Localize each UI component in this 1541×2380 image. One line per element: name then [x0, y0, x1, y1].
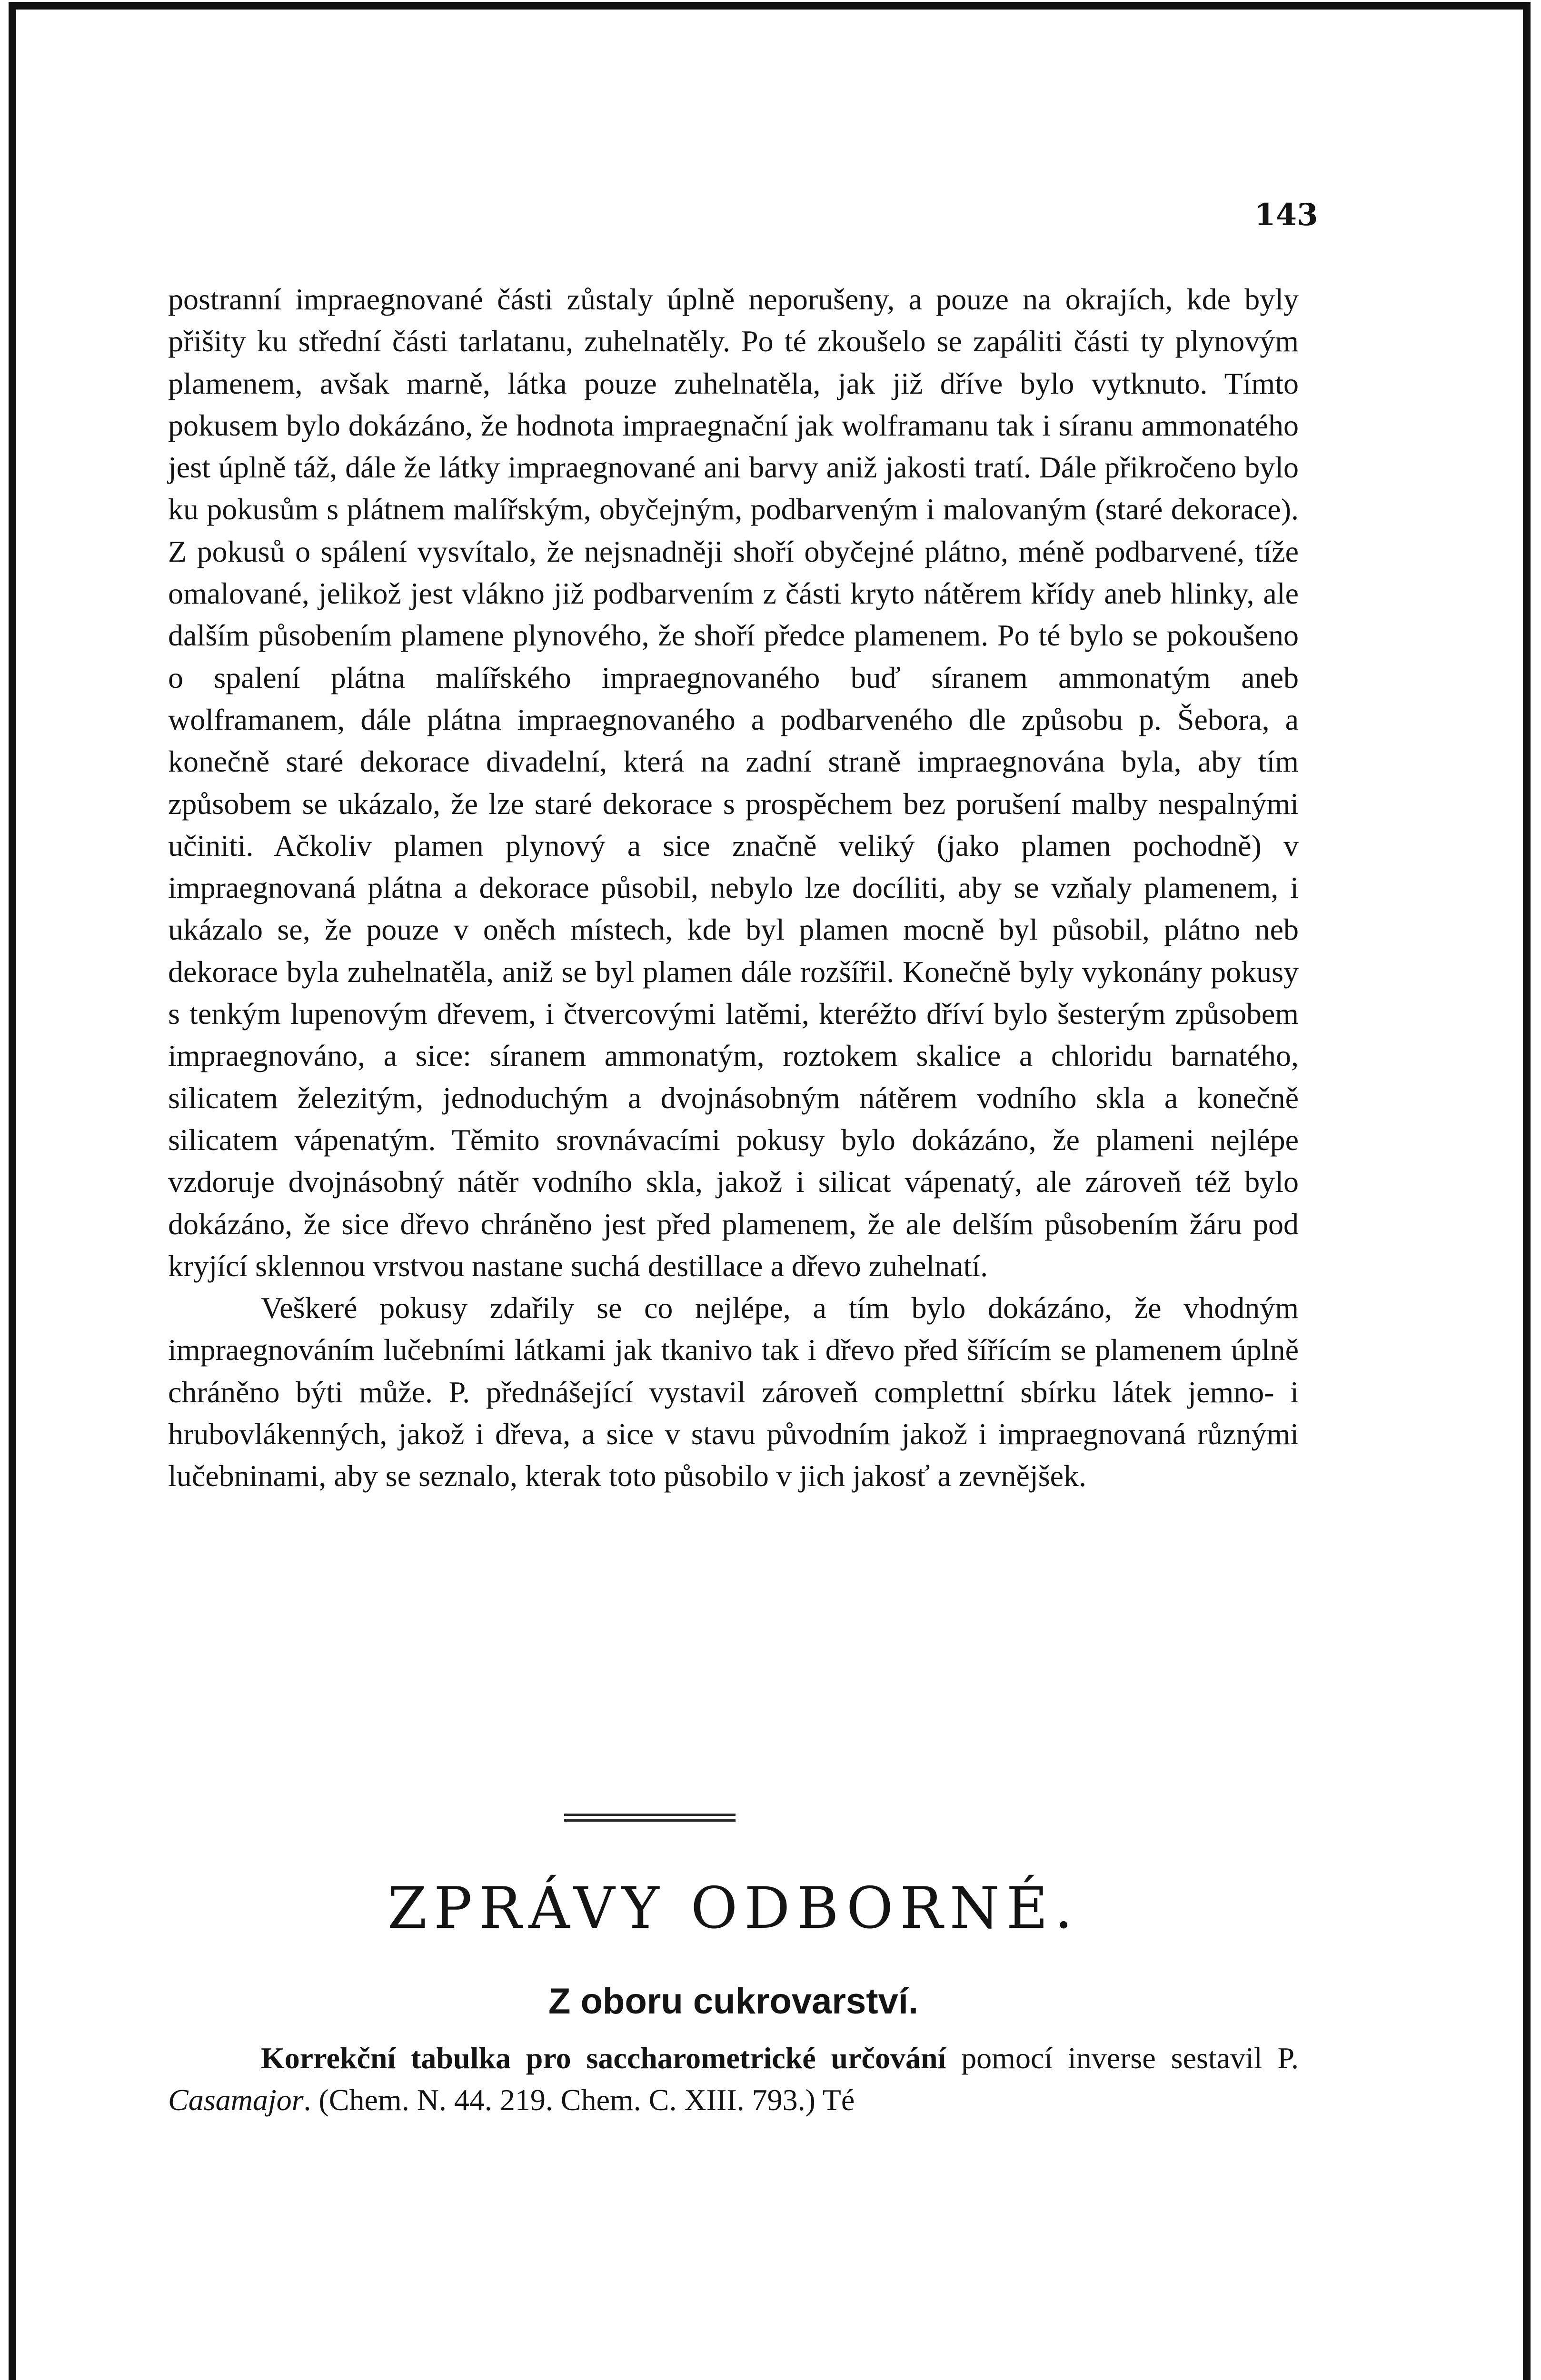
paragraph-1: postranní impraegnované části zůstaly úplně neporušeny, a pouze na okrajích, kde byly přišity ku střední části tarlatanu, zuhelnatěly. Po té zkoušelo se zapáliti části ty plynovým plamenem, avšak marně, látka pouze zuhelnatěla, jak již dříve bylo vytknuto. Tímto pokusem bylo dokázáno, že hodnota impraegnační jak wolframanu tak i síranu ammonatého jest úplně táž, dále že látky impraegnované ani barvy aniž jakosti tratí. Dále přikročeno bylo ku pokusům s plátnem malířským, obyčejným, podbarveným i malovaným (staré dekorace). Z pokusů o spálení vysvítalo, že nejsnadněji shoří obyčejné plátno, méně podbarvené, tíže omalované, jelikož jest vlákno již podbarvením z části kryto nátěrem křídy aneb hlinky, ale dalším působením plamene plynového, že shoří předce plamenem. Po té bylo se pokoušeno o spalení plátna malířského impraegnovaného buď síranem ammonatým aneb wolframanem, dále plátna impraegnovaného a podbarveného dle způsobu p. Šebora, a konečně staré dekorace divadelní, která na zadní straně impraegnována byla, aby tím způsobem se ukázalo, že lze staré dekorace s prospěchem bez porušení malby nespalnými učiniti. Ačkoliv plamen plynový a sice značně veliký (jako plamen pochodně) v impraegnovaná plátna a dekorace působil, nebylo lze docíliti, aby se vzňaly plamenem, i ukázalo se, že pouze v oněch místech, kde byl plamen mocně byl působil, plátno neb dekorace byla zuhelnatěla, aniž se byl plamen dále rozšířil. Konečně byly vykonány pokusy s tenkým lupenovým dřevem, i čtvercovými latěmi, kteréžto dříví bylo šesterým způsobem impraegnováno, a sice: síranem ammonatým, roztokem skalice a chloridu barnatého, silicatem železitým, jednoduchým a dvojnásobným nátěrem vodního skla a konečně silicatem vápenatým. Těmito srovnávacími pokusy bylo dokázáno, že plameni nejlépe vzdoruje dvojnásobný nátěr vodního skla, jakož i silicat vápenatý, ale zároveň též bylo dokázáno, že sice dřevo chráněno jest před plamenem, že ale delším působením žáru pod kryjící sklennou vrstvou nastane suchá destillace a dřevo zuhelnatí.: [168, 282, 1299, 1283]
page-number: 143: [1254, 197, 1318, 233]
article-author: Casamajor: [168, 2083, 304, 2117]
article-title: Korrekční tabulka pro saccharometrické určování: [261, 2041, 946, 2075]
paragraph-2: Veškeré pokusy zdařily se co nejlépe, a tím bylo dokázáno, že vhodným impraegnováním lučebními látkami jak tkanivo tak i dřevo před šířícím se plamenem úplně chráněno býti může. P. přednášející vystavil zároveň complettní sbírku látek jemno- i hrubovlákenných, jakož i dřeva, a sice v stavu původním jakož i impraegnovaná různými lučebninami, aby se seznalo, kterak toto působilo v jich jakosť a zevnějšek.: [168, 1291, 1299, 1493]
section-heading: ZPRÁVY ODBORNÉ.: [387, 1875, 1080, 1942]
article-citation: . (Chem. N. 44. 219. Chem. C. XIII. 793.) Té: [303, 2083, 855, 2117]
section-divider: [564, 1814, 736, 1822]
divider-rule-top: [564, 1814, 736, 1816]
article: [168, 2037, 1299, 2122]
section-subheading: Z oboru cukrovarství.: [548, 1981, 919, 2022]
article-lead: pomocí inverse sestavil P.: [946, 2041, 1299, 2075]
article-paragraph: [168, 2037, 1299, 2122]
divider-rule-bottom: [564, 1819, 736, 1822]
body-text: [168, 278, 1299, 1497]
